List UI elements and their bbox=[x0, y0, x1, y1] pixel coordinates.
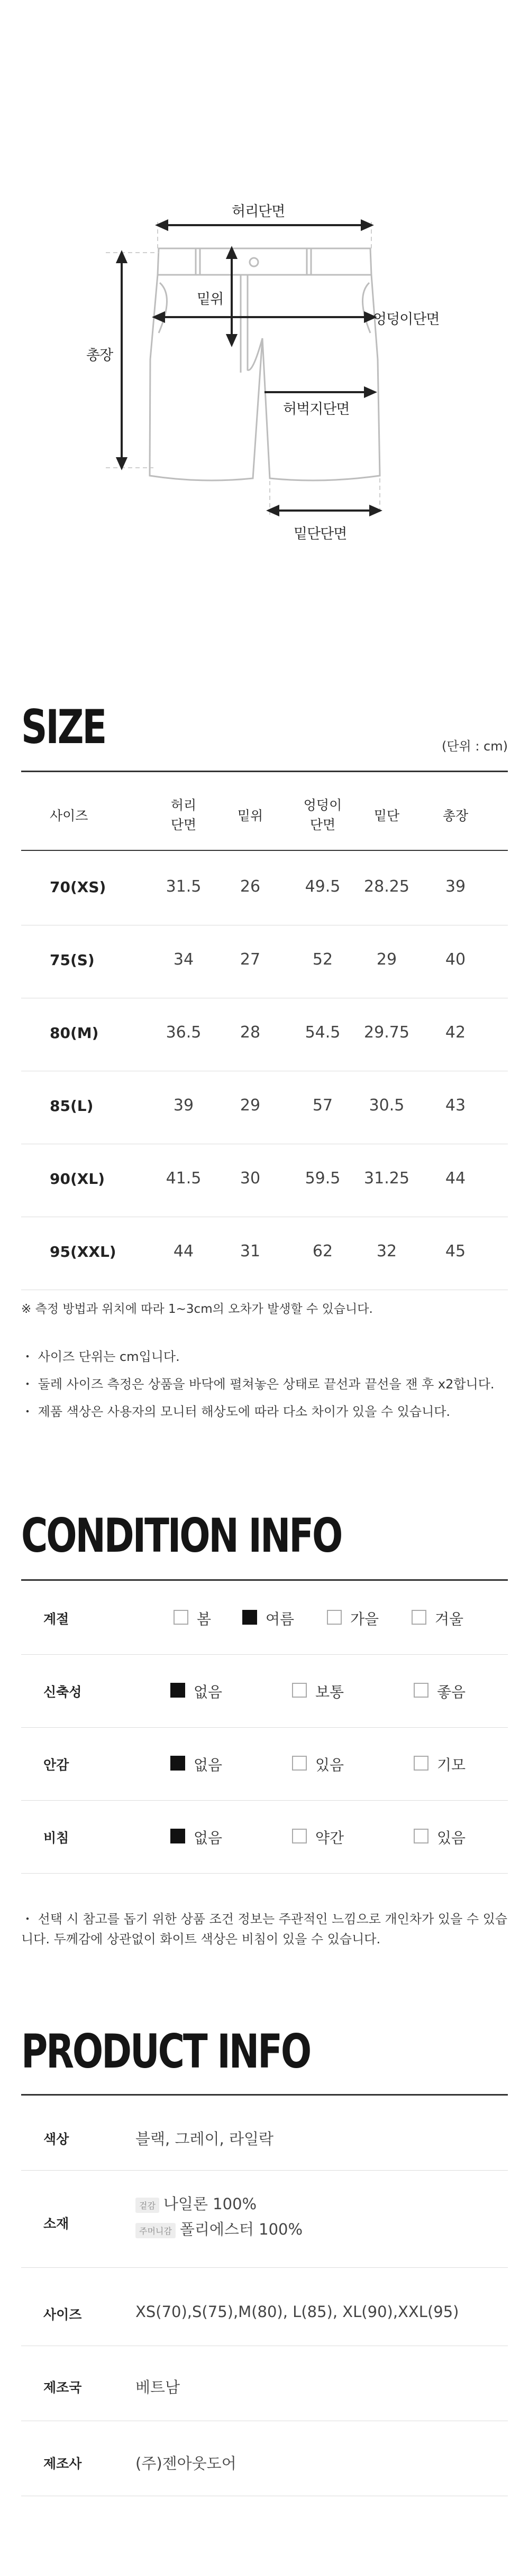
condition-row-label: 안감 bbox=[43, 1757, 69, 1773]
condition-row-label: 신축성 bbox=[43, 1684, 82, 1700]
condition-row-divider bbox=[21, 1800, 508, 1801]
checkbox-empty-icon bbox=[412, 1610, 426, 1625]
size-cell: 30 bbox=[240, 1169, 261, 1188]
condition-option-label: 겨울 bbox=[435, 1610, 464, 1628]
condition-option-label: 좋음 bbox=[437, 1683, 466, 1701]
size-row-label: 90(XL) bbox=[50, 1170, 105, 1188]
material-tag-outer: 겉감 bbox=[135, 2198, 159, 2213]
checkbox-empty-icon bbox=[292, 1756, 307, 1771]
size-cell: 39 bbox=[173, 1096, 194, 1115]
waist-width-label: 허리단면 bbox=[232, 203, 285, 220]
hip-label: 엉덩이단면 bbox=[373, 311, 440, 328]
condition-option-label: 없음 bbox=[194, 1756, 223, 1774]
size-cell: 26 bbox=[240, 877, 261, 896]
checkbox-checked-icon bbox=[170, 1683, 185, 1698]
material-value-outer: 나일론 100% bbox=[163, 2195, 257, 2213]
product-maker-value: (주)젠아웃도어 bbox=[135, 2454, 236, 2472]
checkbox-checked-icon bbox=[242, 1610, 257, 1625]
size-cell: 39 bbox=[445, 877, 466, 896]
size-row-label: 70(XS) bbox=[50, 878, 106, 896]
checkbox-checked-icon bbox=[170, 1756, 185, 1771]
rise-label: 밑위 bbox=[197, 291, 224, 308]
checkbox-empty-icon bbox=[174, 1610, 188, 1625]
condition-option-label: 없음 bbox=[194, 1829, 223, 1847]
thigh-label: 허벅지단면 bbox=[283, 401, 350, 418]
length-label: 총장 bbox=[86, 347, 113, 364]
product-country-value: 베트남 bbox=[135, 2378, 180, 2396]
size-cell: 45 bbox=[445, 1242, 466, 1261]
size-header-length: 총장 bbox=[442, 808, 469, 823]
size-header-rise: 밑위 bbox=[237, 808, 263, 823]
size-cell: 57 bbox=[312, 1096, 333, 1115]
size-cell: 31 bbox=[240, 1242, 261, 1261]
checkbox-empty-icon bbox=[292, 1829, 307, 1843]
material-tag-pocket: 주머니감 bbox=[135, 2223, 176, 2238]
size-cell: 29.75 bbox=[364, 1023, 409, 1042]
product-color-value: 블랙, 그레이, 라일락 bbox=[135, 2130, 273, 2148]
condition-option-label: 약간 bbox=[315, 1829, 344, 1847]
size-row-label: 85(L) bbox=[50, 1097, 94, 1115]
product-size-value: XS(70),S(75),M(80), L(85), XL(90),XXL(95) bbox=[135, 2303, 459, 2321]
condition-note-line-2: 니다. 두께감에 상관없이 화이트 색상은 비침이 있을 수 있습니다. bbox=[21, 1932, 381, 1947]
checkbox-checked-icon bbox=[170, 1829, 185, 1843]
checkbox-empty-icon bbox=[414, 1756, 428, 1771]
product-divider bbox=[21, 2170, 508, 2171]
condition-option-label: 있음 bbox=[315, 1756, 344, 1774]
size-cell: 28 bbox=[240, 1023, 261, 1042]
size-cell: 31.5 bbox=[166, 877, 202, 896]
size-cell: 32 bbox=[376, 1242, 397, 1261]
product-divider bbox=[21, 2267, 508, 2268]
size-header-hip: 엉덩이 단면 bbox=[303, 798, 342, 832]
size-cell: 29 bbox=[240, 1096, 261, 1115]
condition-option-label: 여름 bbox=[266, 1610, 295, 1628]
size-header-hem: 밑단 bbox=[373, 808, 400, 823]
size-cell: 59.5 bbox=[305, 1169, 341, 1188]
size-note-1: ・ 사이즈 단위는 cm입니다. bbox=[21, 1349, 180, 1364]
size-note-2: ・ 둘레 사이즈 측정은 상품을 바닥에 펼쳐놓은 상태로 끝선과 끝선을 잰 후 x2합니다. bbox=[21, 1377, 495, 1392]
product-size-label: 사이즈 bbox=[43, 2307, 82, 2322]
checkbox-empty-icon bbox=[292, 1683, 307, 1698]
measurement-diagram bbox=[0, 0, 529, 581]
size-cell: 52 bbox=[312, 950, 333, 969]
material-value-pocket: 폴리에스터 100% bbox=[179, 2220, 303, 2238]
shorts-illustration bbox=[0, 0, 529, 581]
size-cell: 43 bbox=[445, 1096, 466, 1115]
size-cell: 44 bbox=[445, 1169, 466, 1188]
product-color-label: 색상 bbox=[43, 2132, 69, 2147]
size-row-label: 95(XXL) bbox=[50, 1243, 116, 1261]
size-cell: 34 bbox=[173, 950, 194, 969]
condition-section-title: CONDITION INFO bbox=[21, 1508, 342, 1563]
product-material-line-2 bbox=[135, 2218, 303, 2239]
condition-row-divider bbox=[21, 1727, 508, 1728]
size-note-3: ・ 제품 색상은 사용자의 모니터 해상도에 따라 다소 차이가 있을 수 있습니다. bbox=[21, 1404, 451, 1419]
size-cell: 40 bbox=[445, 950, 466, 969]
condition-option-label: 봄 bbox=[197, 1610, 212, 1628]
size-cell: 54.5 bbox=[305, 1023, 341, 1042]
size-row-label: 75(S) bbox=[50, 951, 95, 969]
size-header-size: 사이즈 bbox=[50, 808, 88, 823]
condition-top-rule bbox=[21, 1579, 508, 1581]
size-cell: 30.5 bbox=[369, 1096, 405, 1115]
product-section-title: PRODUCT INFO bbox=[21, 2024, 311, 2079]
size-cell: 36.5 bbox=[166, 1023, 202, 1042]
size-row-label: 80(M) bbox=[50, 1024, 99, 1042]
size-table-top-rule bbox=[21, 771, 508, 772]
size-cell: 62 bbox=[312, 1242, 333, 1261]
condition-option-label: 기모 bbox=[437, 1756, 466, 1774]
product-maker-label: 제조사 bbox=[43, 2456, 82, 2471]
condition-row-divider bbox=[21, 1873, 508, 1874]
size-header-waist: 허리 단면 bbox=[170, 798, 197, 832]
checkbox-empty-icon bbox=[414, 1829, 428, 1843]
size-header-rule bbox=[21, 850, 508, 851]
condition-option-label: 있음 bbox=[437, 1829, 466, 1847]
condition-option-label: 가을 bbox=[350, 1610, 379, 1628]
condition-row-divider bbox=[21, 1654, 508, 1655]
product-country-label: 제조국 bbox=[43, 2380, 82, 2395]
checkbox-empty-icon bbox=[327, 1610, 342, 1625]
size-cell: 28.25 bbox=[364, 877, 409, 896]
condition-option-label: 없음 bbox=[194, 1683, 223, 1701]
size-cell: 41.5 bbox=[166, 1169, 202, 1188]
condition-row-label: 비침 bbox=[43, 1830, 69, 1846]
size-cell: 27 bbox=[240, 950, 261, 969]
condition-row-label: 계절 bbox=[43, 1611, 69, 1627]
size-cell: 44 bbox=[173, 1242, 194, 1261]
condition-note-line-1: ・ 선택 시 참고를 돕기 위한 상품 조건 정보는 주관적인 느낌으로 개인차가 있을 수 있습 bbox=[21, 1912, 508, 1926]
product-material-line-1 bbox=[135, 2192, 257, 2214]
size-cell: 31.25 bbox=[364, 1169, 409, 1188]
checkbox-empty-icon bbox=[414, 1683, 428, 1698]
size-cell: 29 bbox=[376, 950, 397, 969]
product-top-rule bbox=[21, 2094, 508, 2096]
condition-option-label: 보통 bbox=[315, 1683, 344, 1701]
size-cell: 49.5 bbox=[305, 877, 341, 896]
product-material-label: 소재 bbox=[43, 2216, 69, 2231]
size-unit-label: (단위 : cm) bbox=[441, 739, 508, 754]
size-error-note: ※ 측정 방법과 위치에 따라 1~3cm의 오차가 발생할 수 있습니다. bbox=[21, 1302, 373, 1316]
size-cell: 42 bbox=[445, 1023, 466, 1042]
hem-label: 밑단단면 bbox=[294, 526, 347, 542]
size-section-title: SIZE bbox=[21, 700, 106, 754]
